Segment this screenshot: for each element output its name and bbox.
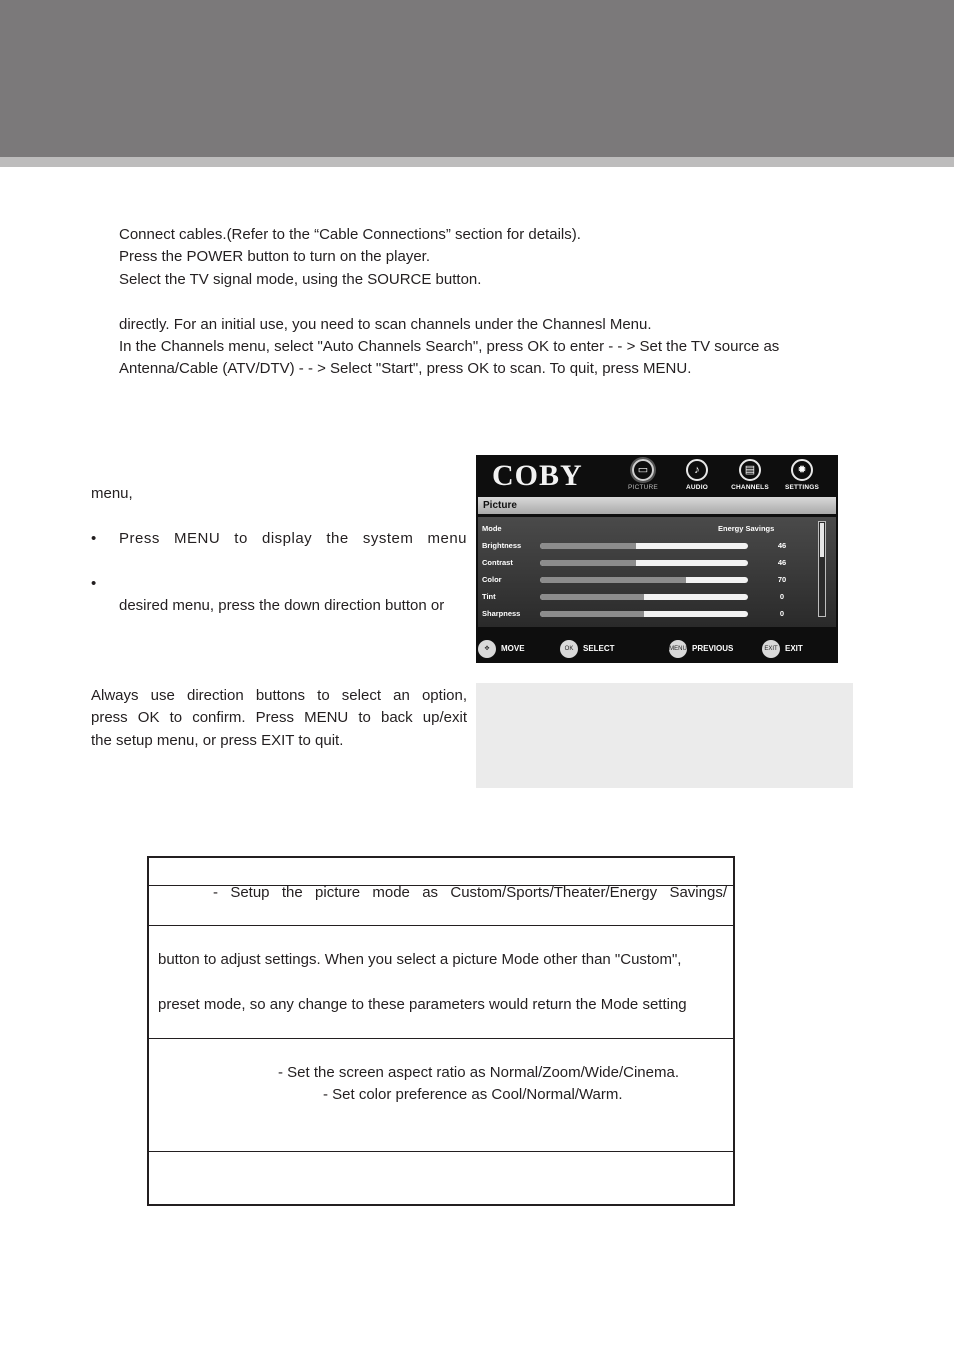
note-box [476, 683, 853, 788]
menu-row-mode[interactable]: Mode Energy Savings [482, 524, 775, 533]
intro-line-3: Select the TV signal mode, using the SOURCE button. [119, 271, 482, 288]
header-band [0, 0, 954, 157]
menu-text: menu, [91, 485, 133, 502]
brightness-slider[interactable] [540, 543, 748, 549]
menu-button-icon: MENU [669, 640, 687, 658]
intro-line-5: In the Channels menu, select "Auto Channels Search", press OK to enter - - > Set the TV source as [119, 338, 780, 355]
table-row-2-line-2: - Set color preference as Cool/Normal/Warm. [323, 1086, 623, 1103]
tab-channels[interactable]: ▤ CHANNELS [724, 459, 776, 491]
intro-line-2: Press the POWER button to turn on the player. [119, 248, 430, 265]
scrollbar-thumb[interactable] [820, 523, 824, 557]
tab-settings[interactable]: ✹ SETTINGS [776, 459, 828, 491]
menu-row-brightness[interactable]: Brightness 46 [482, 541, 787, 550]
menu-row-color[interactable]: Color 70 [482, 575, 787, 584]
coby-logo: COBY [492, 459, 583, 492]
menu-row-tint[interactable]: Tint 0 [482, 592, 785, 601]
tint-slider[interactable] [540, 594, 748, 600]
channels-icon: ▤ [739, 459, 761, 481]
table-row-2-line-1: - Set the screen aspect ratio as Normal/Zoom/Wide/Cinema. [278, 1064, 679, 1081]
menu-row-sharpness[interactable]: Sharpness 0 [482, 609, 785, 618]
table-row-1-line-3: preset mode, so any change to these parameters would return the Mode setting [158, 996, 687, 1013]
menu-footer [476, 633, 838, 663]
instruction-paragraph-line-1: Always use direction buttons to select an option, [91, 687, 467, 704]
exit-button-icon: EXIT [762, 640, 780, 658]
ok-button-icon: OK [560, 640, 578, 658]
exit-hint: EXIT EXIT [762, 640, 803, 658]
contrast-slider[interactable] [540, 560, 748, 566]
bullet-1-text: Press MENU to display the system menu [119, 530, 467, 547]
table-row-1-line-1: - Setup the picture mode as Custom/Sports/Theater/Energy Savings/ [213, 884, 727, 901]
section-title: Picture [478, 497, 836, 514]
settings-icon: ✹ [791, 459, 813, 481]
move-hint: ✥ MOVE [478, 640, 525, 658]
previous-hint: MENU PREVIOUS [669, 640, 733, 658]
table-row-1-line-2: button to adjust settings. When you select a picture Mode other than "Custom", [158, 951, 682, 968]
picture-options-table [147, 856, 735, 1206]
instruction-paragraph-line-3: the setup menu, or press EXIT to quit. [91, 732, 344, 749]
table-divider [149, 1151, 733, 1152]
intro-line-4: directly. For an initial use, you need to scan channels under the Channesl Menu. [119, 316, 652, 333]
sharpness-slider[interactable] [540, 611, 748, 617]
picture-settings-panel [478, 517, 836, 627]
table-divider [149, 925, 733, 926]
color-slider[interactable] [540, 577, 748, 583]
bullet-2-mark: • [91, 575, 97, 592]
tab-picture[interactable]: ▭ PICTURE [617, 459, 669, 491]
bullet-1-mark: • [91, 530, 97, 547]
intro-line-1: Connect cables.(Refer to the “Cable Connections” section for details). [119, 226, 581, 243]
intro-line-6: Antenna/Cable (ATV/DTV) - - > Select "Start", press OK to scan. To quit, press MENU. [119, 360, 692, 377]
bullet-2-text: desired menu, press the down direction button or [119, 597, 445, 614]
menu-row-contrast[interactable]: Contrast 46 [482, 558, 787, 567]
picture-icon: ▭ [632, 459, 654, 481]
instruction-paragraph-line-2: press OK to confirm. Press MENU to back up/exit [91, 709, 467, 726]
table-divider [149, 1038, 733, 1039]
audio-icon: ♪ [686, 459, 708, 481]
select-hint: OK SELECT [560, 640, 615, 658]
tab-audio[interactable]: ♪ AUDIO [671, 459, 723, 491]
move-dpad-icon: ✥ [478, 640, 496, 658]
header-stripe [0, 157, 954, 167]
tv-menu-screenshot [476, 455, 838, 663]
menu-scrollbar[interactable] [818, 521, 826, 617]
